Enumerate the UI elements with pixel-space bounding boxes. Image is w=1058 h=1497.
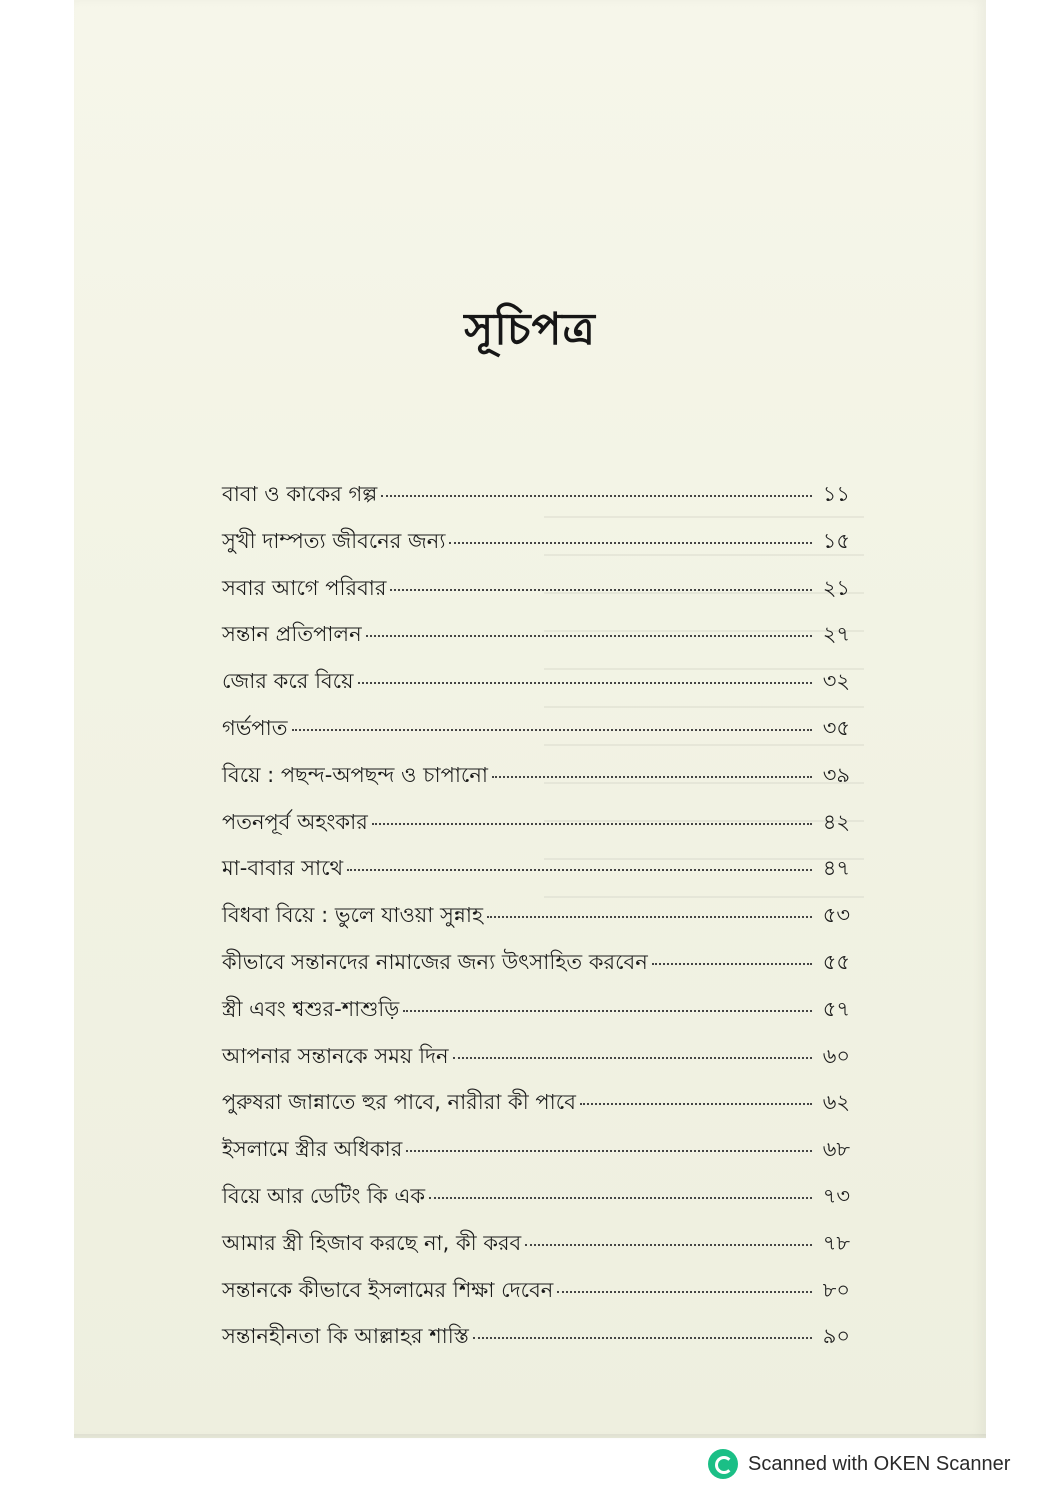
toc-entry [222,1086,850,1133]
toc-entry-title: সন্তান প্রতিপালন [222,622,362,647]
toc-entry-page: ৮০ [822,1277,850,1302]
toc-entry-title: কীভাবে সন্তানদের নামাজের জন্য উৎসাহিত করবেন [222,949,648,974]
toc-entry-page: ৯০ [822,1324,850,1349]
toc-leader-dots [372,823,812,825]
page-title: সূচিপত্র [464,304,596,355]
toc-leader-dots [406,1150,812,1152]
toc-entry-title: সন্তানহীনতা কি আল্লাহর শাস্তি [222,1324,469,1349]
toc-leader-dots [652,963,812,965]
toc-entry-page: ৪৭ [822,856,850,881]
toc-entry-page: ৭৮ [822,1230,850,1255]
toc-entry-page: ১১ [822,482,850,506]
toc-entry [222,806,850,853]
toc-leader-dots [347,869,812,871]
scanner-watermark [708,1448,1010,1480]
toc-leader-dots [366,635,812,637]
book-page [74,0,986,1438]
toc-entry-page: ৩৯ [822,762,850,787]
toc-entry-title: ইসলামে স্ত্রীর অধিকার [222,1137,403,1162]
toc-entry-title: পুরুষরা জান্নাতে হুর পাবে, নারীরা কী পাবে [222,1090,576,1115]
toc-entry-title: পতনপূর্ব অহংকার [222,809,368,834]
toc-entry-page: ৭৩ [822,1183,850,1208]
toc-entry [222,946,850,993]
toc-entry-page: ৬২ [822,1090,850,1115]
toc-entry-title: আপনার সন্তানকে সময় দিন [222,1043,449,1068]
toc-entry-page: ২১ [822,575,850,600]
toc-entry [222,525,850,572]
toc-entry [222,899,850,946]
toc-entry-page: ৫৩ [822,903,850,928]
toc-entry [222,1227,850,1274]
toc-leader-dots [381,495,812,497]
table-of-contents [222,478,850,1367]
toc-entry [222,1274,850,1321]
toc-leader-dots [492,776,812,778]
toc-entry-title: গর্ভপাত [222,715,288,740]
toc-entry [222,1040,850,1087]
toc-entry-title: মা-বাবার সাথে [222,856,344,881]
toc-entry-title: স্ত্রী এবং শ্বশুর-শাশুড়ি [222,996,400,1021]
toc-entry [222,1133,850,1180]
toc-entry [222,712,850,759]
toc-leader-dots [390,589,812,591]
toc-leader-dots [429,1197,812,1199]
toc-leader-dots [403,1010,812,1012]
toc-leader-dots [580,1103,812,1105]
toc-entry-title: বিয়ে আর ডেটিং কি এক [222,1183,426,1208]
toc-entry [222,993,850,1040]
toc-leader-dots [525,1244,812,1246]
toc-entry [222,1180,850,1227]
toc-leader-dots [453,1057,812,1059]
toc-entry [222,1320,850,1367]
toc-leader-dots [292,729,812,731]
toc-entry-page: ৬০ [822,1043,850,1068]
toc-leader-dots [557,1291,812,1293]
toc-entry [222,478,850,525]
toc-entry-page: ৪২ [822,809,850,834]
toc-entry-page: ৩২ [822,669,850,694]
toc-entry-page: ২৭ [822,622,850,647]
scanner-watermark-text: Scanned with OKEN Scanner [748,1452,1011,1475]
toc-entry-title: বাবা ও কাকের গল্প [222,482,378,506]
toc-entry-page: ৩৫ [822,715,850,740]
toc-leader-dots [358,682,813,684]
toc-entry-page: ৫৭ [822,996,850,1021]
toc-entry-page: ১৫ [822,528,850,553]
toc-entry-title: বিয়ে : পছন্দ-অপছন্দ ও চাপানো [222,762,488,787]
toc-leader-dots [449,542,812,544]
toc-entry [222,665,850,712]
toc-entry-page: ৬৮ [822,1137,850,1162]
toc-entry [222,618,850,665]
oken-scanner-logo-icon [708,1449,738,1479]
toc-entry-title: জোর করে বিয়ে [222,669,354,694]
toc-entry-title: সুখী দাম্পত্য জীবনের জন্য [222,528,446,553]
toc-leader-dots [473,1337,812,1339]
toc-entry-title: আমার স্ত্রী হিজাব করছে না, কী করব [222,1230,522,1255]
toc-entry-title: বিধবা বিয়ে : ভুলে যাওয়া সুন্নাহ [222,903,484,928]
toc-entry [222,759,850,806]
toc-leader-dots [487,916,812,918]
toc-entry-title: সবার আগে পরিবার [222,575,387,600]
toc-entry [222,572,850,619]
page-edge-shadow [74,1434,986,1440]
toc-entry-page: ৫৫ [822,949,850,974]
toc-entry-title: সন্তানকে কীভাবে ইসলামের শিক্ষা দেবেন [222,1277,554,1302]
toc-entry [222,852,850,899]
